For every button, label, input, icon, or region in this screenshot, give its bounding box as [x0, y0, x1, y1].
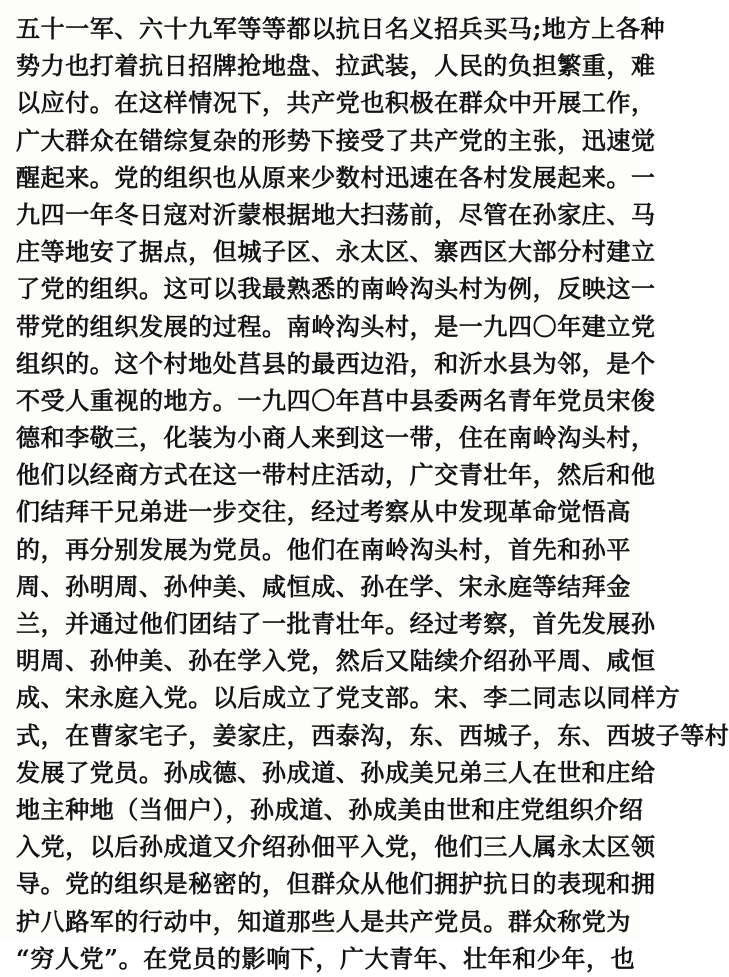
text-line: 地主种地（当佃户），孙成道、孙成美由世和庄党组织介绍: [16, 794, 644, 824]
text-line: “穷人党”。在党员的影响下，广大青年、壮年和少年，也: [16, 943, 636, 973]
text-line: 护八路军的行动中，知道那些人是共产党员。群众称党为: [16, 906, 631, 936]
text-line: 了党的组织。这可以我最熟悉的南岭沟头村为例，反映这一: [16, 274, 656, 304]
text-line: 九四一年冬日寇对沂蒙根据地大扫荡前，尽管在孙家庄、马: [16, 199, 656, 229]
text-line: 他们以经商方式在这一带村庄活动，广交青壮年，然后和他: [16, 460, 656, 490]
text-line: 以应付。在这样情况下，共产党也积极在群众中开展工作，: [16, 88, 656, 118]
text-line: 广大群众在错综复杂的形势下接受了共产党的主张，迅速觉: [16, 125, 656, 155]
text-line: 组织的。这个村地处莒县的最西边沿，和沂水县为邻，是个: [16, 348, 656, 378]
text-line: 发展了党员。孙成德、孙成道、孙成美兄弟三人在世和庄给: [16, 757, 656, 787]
text-line: 庄等地安了据点，但城子区、永太区、寨西区大部分村建立: [16, 237, 656, 267]
body-text: [16, 10, 729, 977]
text-line: 德和李敬三，化装为小商人来到这一带，住在南岭沟头村，: [16, 423, 656, 453]
text-line: 势力也打着抗日招牌抢地盘、拉武装，人民的负担繁重，难: [16, 51, 656, 81]
text-line: 醒起来。党的组织也从原来少数村迅速在各村发展起来。一: [16, 162, 656, 192]
text-line: 五十一军、六十九军等等都以抗日名义招兵买马;地方上各种: [16, 14, 666, 43]
text-line: 成、宋永庭入党。以后成立了党支部。宋、李二同志以同样方: [16, 683, 681, 713]
text-line: 们结拜干兄弟进一步交往，经过考察从中发现革命觉悟高: [16, 497, 631, 527]
text-line: 兰，并通过他们团结了一批青壮年。经过考察，首先发展孙: [16, 609, 656, 638]
text-line: 周、孙明周、孙仲美、咸恒成、孙在学、宋永庭等结拜金: [16, 571, 631, 601]
text-line: 的，再分别发展为党员。他们在南岭沟头村，首先和孙平: [16, 534, 631, 564]
text-line: 不受人重视的地方。一九四〇年莒中县委两名青年党员宋俊: [16, 385, 656, 415]
text-line: 导。党的组织是秘密的，但群众从他们拥护抗日的表现和拥: [16, 869, 656, 899]
text-line: 式，在曹家宅子，姜家庄，西泰沟，东、西城子，东、西坡子等村: [16, 720, 729, 750]
text-line: 带党的组织发展的过程。南岭沟头村，是一九四〇年建立党: [16, 311, 656, 341]
text-line: 明周、孙仲美、孙在学入党，然后又陆续介绍孙平周、咸恒: [16, 646, 656, 676]
text-line: 入党，以后孙成道又介绍孙佃平入党，他们三人属永太区领: [16, 832, 656, 862]
